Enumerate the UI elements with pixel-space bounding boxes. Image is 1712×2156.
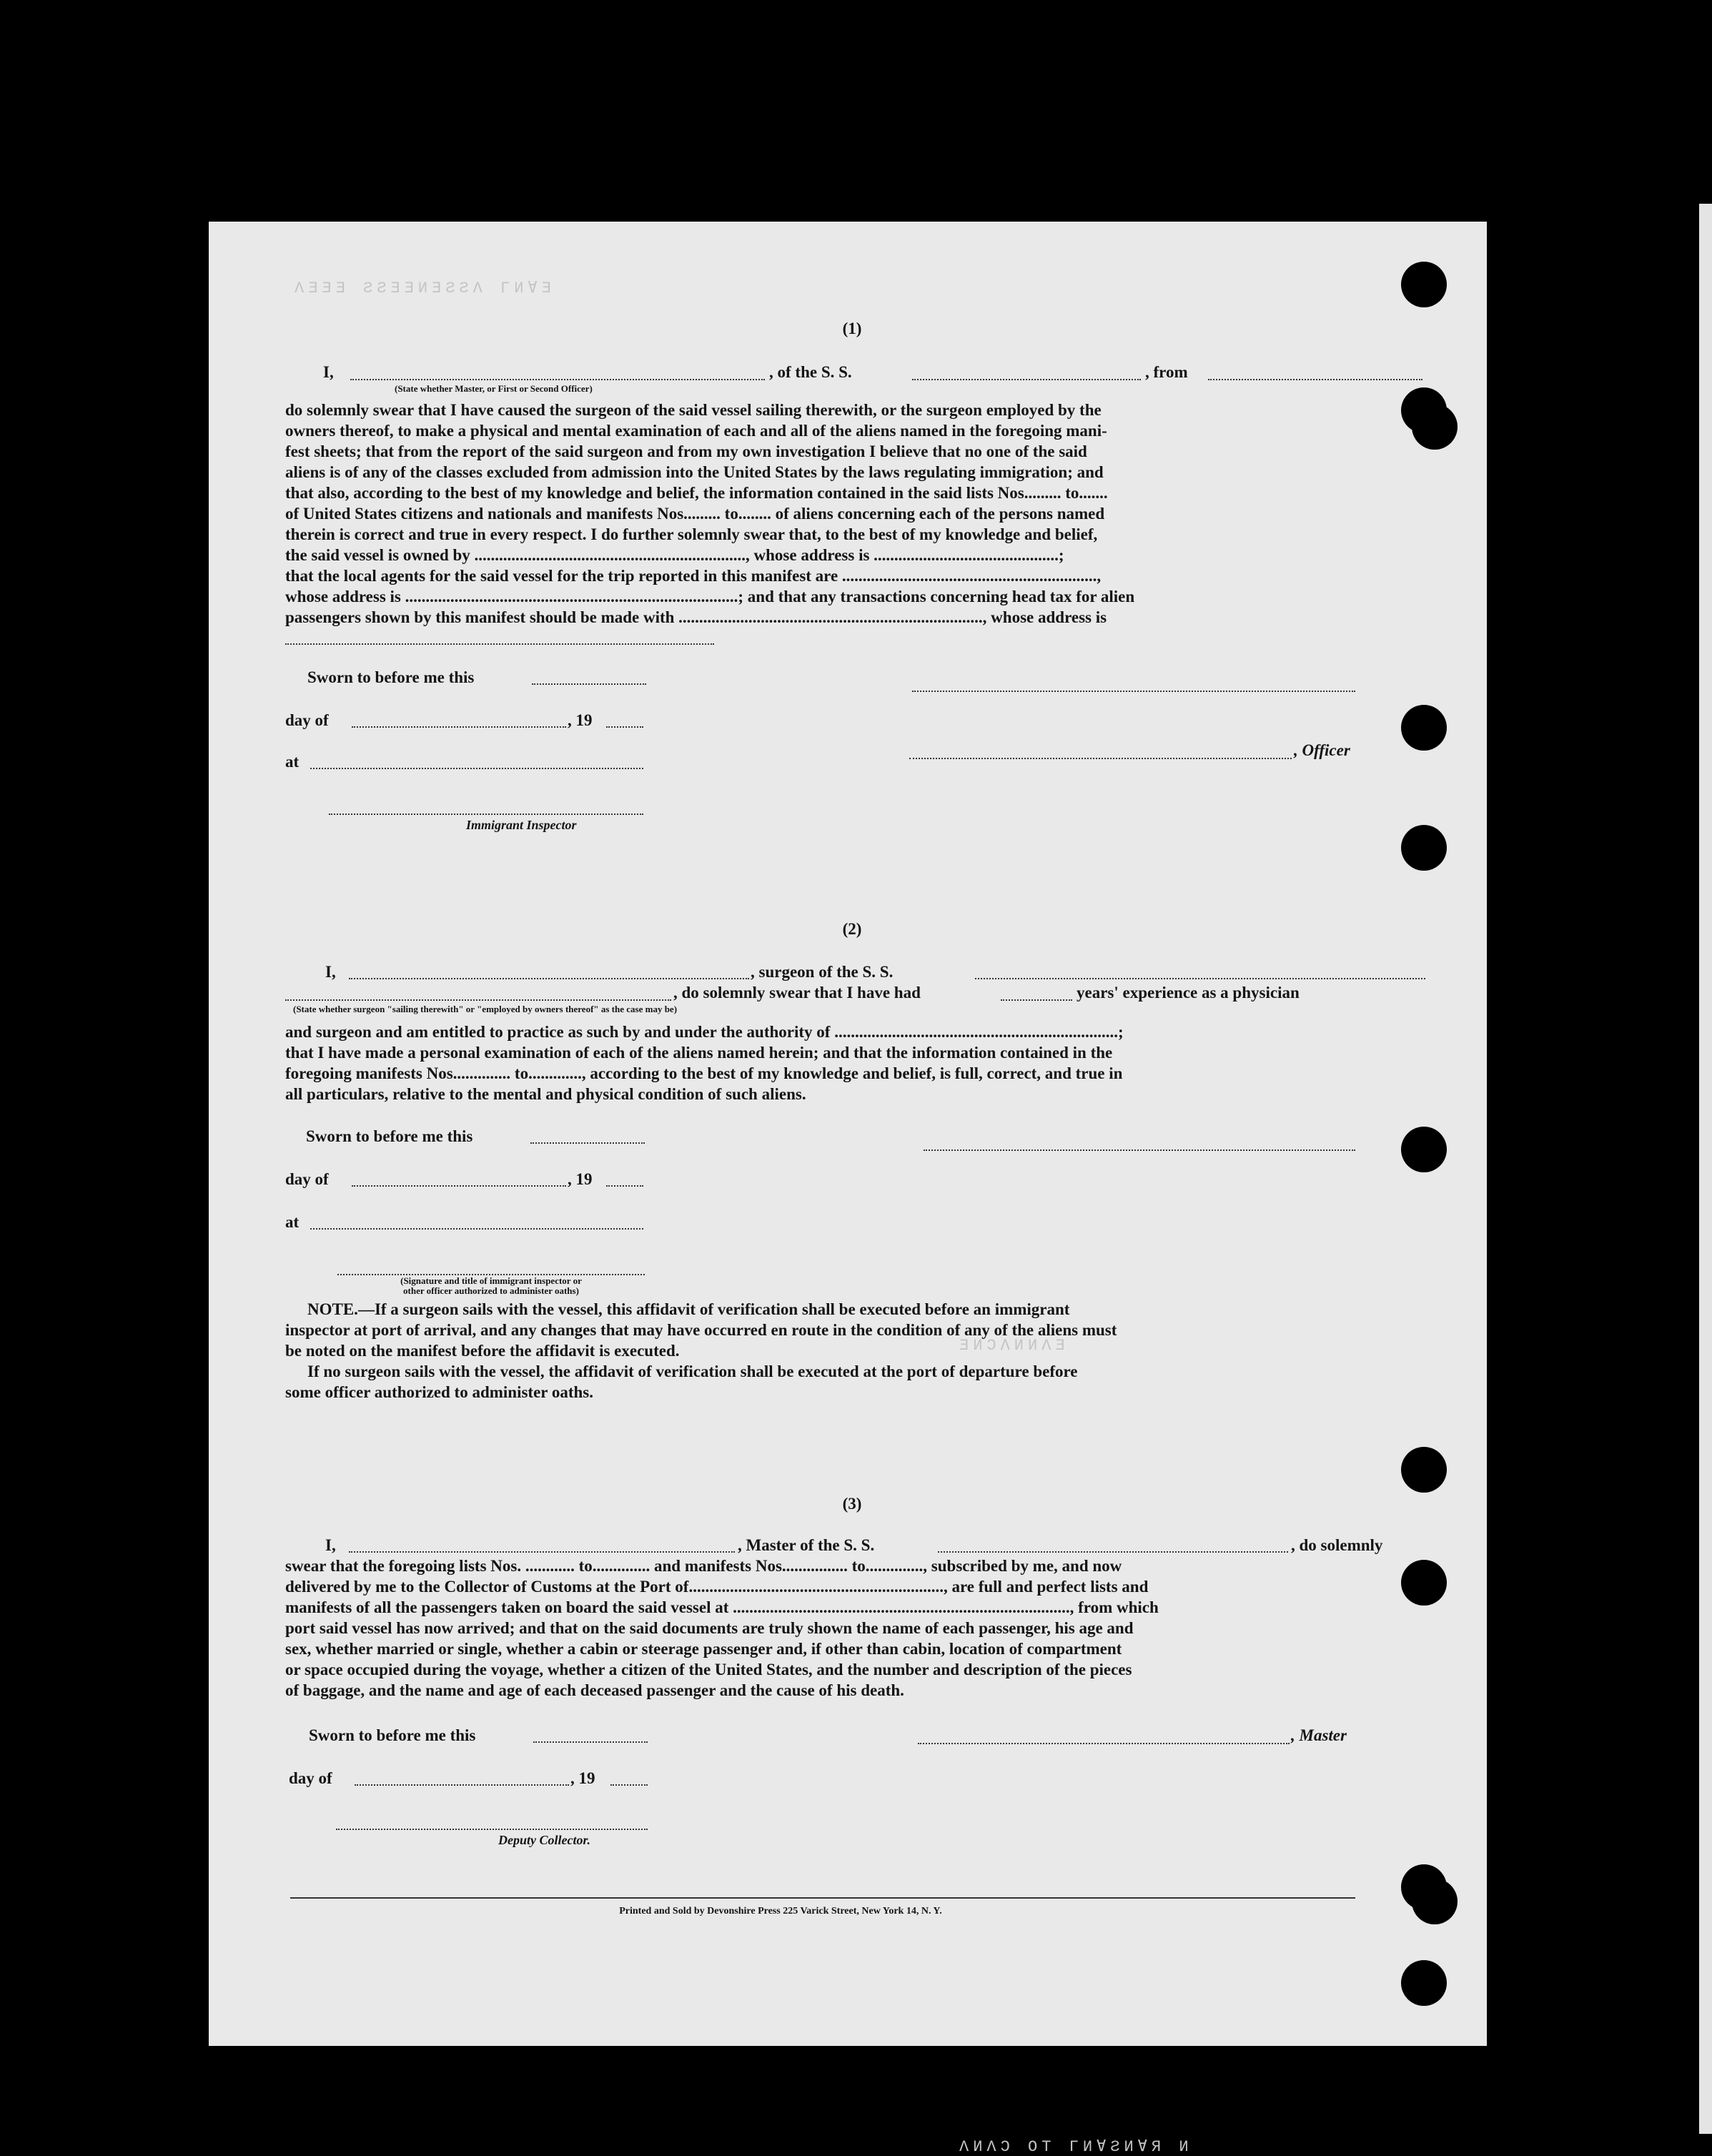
- note-body-line: —If a surgeon sails with the vessel, this affidavit of verification shall be executed before an immigrant: [357, 1300, 1070, 1318]
- punch-hole: [1401, 1447, 1447, 1493]
- body-line: or space occupied during the voyage, whether a citizen of the United States, and the number and description of the pieces: [285, 1661, 1132, 1678]
- inspector-label: Immigrant Inspector: [466, 818, 577, 832]
- year-field[interactable]: [606, 713, 643, 728]
- body-line: aliens is of any of the classes excluded from admission into the United States by the laws regulating immigration; and: [285, 463, 1104, 481]
- manifest-affidavit-page: [209, 222, 1487, 2156]
- punch-hole: [1412, 1879, 1458, 1924]
- punch-hole: [1401, 1960, 1447, 2006]
- day-of-field[interactable]: [352, 713, 566, 728]
- vessel-label: , of the S. S.: [769, 363, 852, 381]
- years-field[interactable]: [1001, 986, 1072, 1001]
- sworn-label: Sworn to before me this: [306, 1127, 473, 1145]
- day-of-label: day of: [289, 1769, 332, 1787]
- body-line: manifests of all the passengers taken on board the said vessel at .................................................................................., from which: [285, 1598, 1159, 1616]
- affiant-line-label: I,: [325, 1536, 336, 1554]
- body-line: port said vessel has now arrived; and that on the said documents are truly shown the name of each passenger, his age and: [285, 1619, 1134, 1637]
- year-label: , 19: [570, 1769, 595, 1787]
- officer-rank-note: (State whether Master, or First or Second Officer): [395, 383, 593, 394]
- departure-port-field[interactable]: [1208, 366, 1422, 380]
- day-of-label: day of: [285, 1170, 329, 1188]
- at-place-field[interactable]: [310, 1215, 643, 1230]
- solemnly-label: , do solemnly: [1291, 1536, 1383, 1554]
- body-line: that the local agents for the said vessel for the trip reported in this manifest are ..............................................................,: [285, 567, 1102, 585]
- body-line: that I have made a personal examination of each of the aliens named herein; and that the information contained in the: [285, 1044, 1113, 1062]
- year-field[interactable]: [610, 1771, 648, 1786]
- sworn-date-field[interactable]: [532, 671, 646, 685]
- body-line: swear that the foregoing lists Nos. ............ to.............. and manifests Nos................ to.............., subscribed by me, and now: [285, 1557, 1122, 1575]
- surgeon-name-field[interactable]: [349, 965, 749, 979]
- at-label: at: [285, 1213, 300, 1231]
- master-name-field[interactable]: [349, 1538, 735, 1553]
- affiant-line-label: I,: [325, 963, 336, 981]
- from-label: , from: [1145, 363, 1188, 381]
- punch-hole: [1401, 1127, 1447, 1172]
- body-line: delivered by me to the Collector of Customs at the Port of.............................................................., are full and perfect lists and: [285, 1578, 1149, 1596]
- section-number: (3): [842, 1495, 862, 1513]
- body-line: sex, whether married or single, whether a cabin or steerage passenger and, if other than cabin, location of compartment: [285, 1640, 1122, 1658]
- punch-hole: [1401, 1560, 1447, 1606]
- footer-rule: [290, 1897, 1355, 1899]
- note-body-line: inspector at port of arrival, and any changes that may have occurred en route in the condition of any of the aliens must: [285, 1321, 1117, 1339]
- collector-label: Deputy Collector.: [498, 1833, 590, 1847]
- signature-note: (Signature and title of immigrant inspector or: [400, 1275, 582, 1286]
- collector-signature-field[interactable]: [336, 1816, 648, 1830]
- body-line: therein is correct and true in every respect. I do further solemnly swear that, to the best of my knowledge and belief,: [285, 525, 1098, 543]
- surgeon-vessel-field[interactable]: [975, 965, 1425, 979]
- master-vessel-field[interactable]: [938, 1538, 1288, 1553]
- body-line: of United States citizens and nationals and manifests Nos......... to........ of aliens concerning each of the persons named: [285, 505, 1105, 523]
- punch-hole: [1412, 404, 1458, 450]
- day-of-field[interactable]: [352, 1172, 566, 1187]
- year-label: , 19: [568, 711, 593, 729]
- head-tax-address-field[interactable]: [285, 631, 714, 645]
- note-body-line: If no surgeon sails with the vessel, the affidavit of verification shall be executed at the port of departure before: [307, 1363, 1078, 1380]
- vessel-name-field[interactable]: [912, 366, 1141, 380]
- surgeon-swear-label: , do solemnly swear that I have had: [673, 984, 921, 1002]
- day-of-field[interactable]: [355, 1771, 569, 1786]
- master-signature-field[interactable]: [918, 1730, 1290, 1744]
- body-line: whose address is .................................................................................; and that any transactions concerning head tax for alien: [285, 588, 1135, 605]
- body-line: foregoing manifests Nos.............. to............., according to the best of my knowledge and belief, is full, correct, and true in: [285, 1064, 1123, 1082]
- sworn-label: Sworn to before me this: [307, 668, 475, 686]
- note-body-line: some officer authorized to administer oaths.: [285, 1383, 593, 1401]
- officer-signature-field[interactable]: [912, 678, 1355, 692]
- signature-note: other officer authorized to administer oaths): [403, 1285, 579, 1296]
- printer-imprint: Printed and Sold by Devonshire Press 225 Varick Street, New York 14, N. Y.: [619, 1906, 942, 1917]
- surgeon-status-field[interactable]: [285, 986, 671, 1001]
- punch-hole: [1401, 262, 1447, 307]
- affiant-line-label: I,: [323, 363, 334, 381]
- master-vessel-label: , Master of the S. S.: [738, 1536, 875, 1554]
- body-line: and surgeon and am entitled to practice as such by and under the authority of .....................................................................;: [285, 1023, 1124, 1041]
- year-label: , 19: [568, 1170, 593, 1188]
- years-label: years' experience as a physician: [1077, 984, 1300, 1002]
- section-number: (1): [842, 320, 862, 337]
- bleed-through-text: ΛƎƎƎ ƧƧƎƎИƎƧƧΛ ΓИ∀Ǝ: [295, 280, 555, 297]
- bleed-through-text: ƎИƆΛИИΛƎ: [959, 1337, 1069, 1355]
- day-of-label: day of: [285, 711, 329, 729]
- bleed-through-text: ΛИΛƆ ΟΤ ΓИ∀ƧИ∀Я И: [959, 2138, 1193, 2156]
- sworn-date-field[interactable]: [530, 1129, 645, 1144]
- surgeon-vessel-label: , surgeon of the S. S.: [751, 963, 894, 981]
- at-label: at: [285, 753, 300, 771]
- body-line: do solemnly swear that I have caused the surgeon of the said vessel sailing therewith, or the surgeon employed by the: [285, 401, 1102, 419]
- note-label: NOTE.: [307, 1300, 358, 1318]
- officer-label: , Officer: [1294, 741, 1350, 759]
- master-label: , Master: [1291, 1726, 1347, 1744]
- year-field[interactable]: [606, 1172, 643, 1187]
- adjacent-page-edge: [1699, 204, 1712, 2134]
- sworn-label: Sworn to before me this: [309, 1726, 476, 1744]
- punch-hole: [1401, 825, 1447, 871]
- inspector-signature-field[interactable]: [337, 1261, 645, 1275]
- at-place-field[interactable]: [310, 755, 643, 769]
- body-line: fest sheets; that from the report of the said surgeon and from my own investigation I believe that no one of the said: [285, 442, 1087, 460]
- punch-hole: [1401, 705, 1447, 751]
- body-line: the said vessel is owned by .................................................................., whose address is .............................................;: [285, 546, 1064, 564]
- surgeon-signature-field[interactable]: [924, 1137, 1355, 1151]
- note-body-line: be noted on the manifest before the affidavit is executed.: [285, 1342, 680, 1360]
- inspector-signature-field[interactable]: [329, 801, 643, 815]
- body-line: owners thereof, to make a physical and mental examination of each and all of the aliens named in the foregoing mani-: [285, 422, 1107, 440]
- surgeon-status-note: (State whether surgeon "sailing therewith" or "employed by owners thereof" as the case may be): [293, 1004, 678, 1014]
- section-number: (2): [842, 920, 862, 938]
- body-line: that also, according to the best of my knowledge and belief, the information contained in the said lists Nos......... to.......: [285, 484, 1108, 502]
- sworn-date-field[interactable]: [533, 1729, 648, 1743]
- body-line: all particulars, relative to the mental and physical condition of such aliens.: [285, 1085, 806, 1103]
- officer-title-field[interactable]: [909, 745, 1292, 759]
- officer-name-field[interactable]: [350, 366, 765, 380]
- body-line: of baggage, and the name and age of each deceased passenger and the cause of his death.: [285, 1681, 904, 1699]
- body-line: passengers shown by this manifest should be made with .........................................................................., whose address is: [285, 608, 1107, 626]
